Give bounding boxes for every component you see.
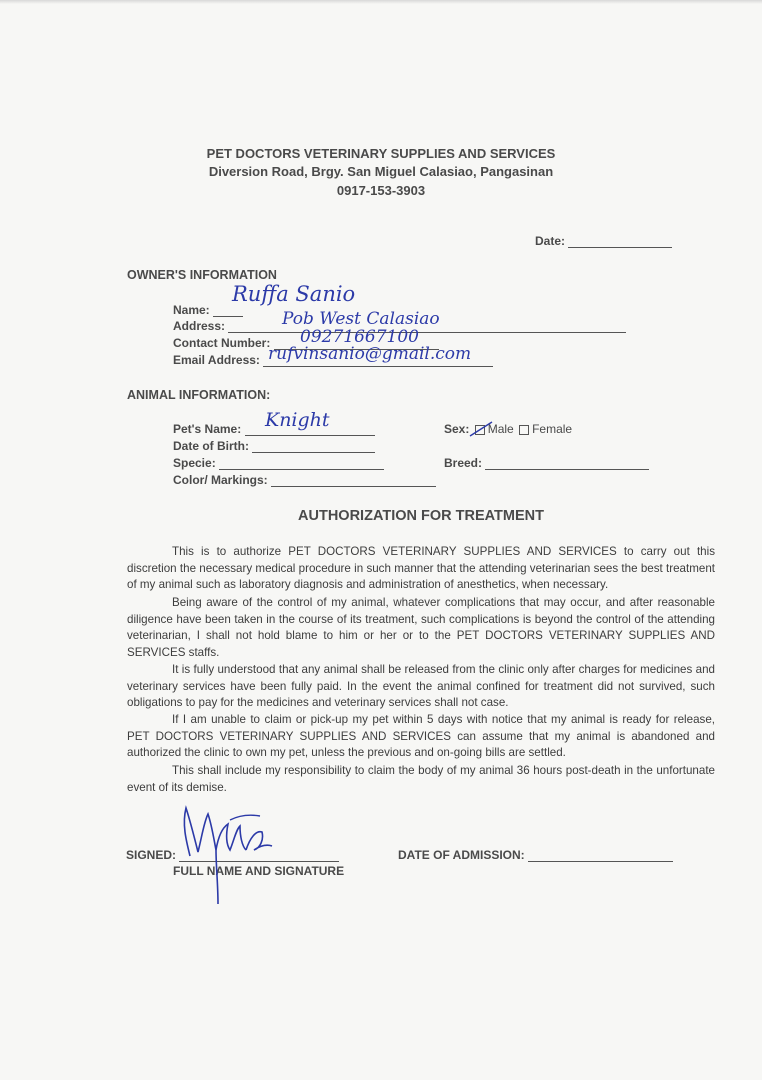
breed-field bbox=[444, 456, 649, 470]
owner-email-value: rufvinsanio@gmail.com bbox=[268, 344, 472, 364]
authorization-title: AUTHORIZATION FOR TREATMENT bbox=[298, 508, 544, 524]
animal-section-title: ANIMAL INFORMATION: bbox=[127, 388, 271, 402]
specie-field bbox=[173, 456, 384, 470]
female-option-label: Female bbox=[532, 422, 573, 436]
owner-name-label: Name: bbox=[173, 303, 210, 317]
color-markings-field bbox=[173, 473, 436, 487]
female-checkbox[interactable] bbox=[519, 425, 529, 435]
date-of-admission-label: DATE OF ADMISSION: bbox=[398, 848, 525, 862]
sex-field bbox=[444, 422, 572, 436]
authorization-paragraph-4: If I am unable to claim or pick-up my pet within 5 days with notice that my animal is ready for release, PET DOCTORS VETERINARY SUPPLIES AND SERVICES can assume that my animal is abandoned and authorized the clinic to own my pet, unless the previous and on-going bills are settled. bbox=[127, 713, 715, 760]
date-of-admission-line bbox=[528, 849, 673, 862]
signed-label: SIGNED: bbox=[126, 848, 177, 862]
authorization-paragraph-2: Being aware of the control of my animal, whatever complications that may occur, and after reasonable diligence have been taken in the course of its treatment, such complications is beyond the control of the attending veterinarian, I shall not hold blame to him or her or to the PET DOCTORS VETERINARY SUPPLIES AND SERVICES staffs. bbox=[127, 596, 715, 660]
specie-label: Specie: bbox=[173, 456, 216, 470]
dob-label: Date of Birth: bbox=[173, 439, 249, 453]
color-markings-line bbox=[271, 474, 436, 487]
authorization-paragraph-3: It is fully understood that any animal shall be released from the clinic only after charges for medicines and veterinary services have been fully paid. In the event the animal confined for treatment did not survived, such obligations to pay for the medicines and veterinary services shall not case. bbox=[127, 663, 715, 710]
male-option-label: Male bbox=[487, 422, 514, 436]
owner-contact-value: 09271667100 bbox=[300, 327, 419, 347]
owner-contact-label: Contact Number: bbox=[173, 336, 271, 350]
handwritten-signature bbox=[168, 800, 288, 912]
sex-label: Sex: bbox=[444, 422, 470, 436]
owner-section-title: OWNER'S INFORMATION bbox=[127, 268, 277, 282]
business-name: PET DOCTORS VETERINARY SUPPLIES AND SERVICES bbox=[206, 146, 556, 161]
specie-line bbox=[219, 457, 384, 470]
breed-label: Breed: bbox=[444, 456, 483, 470]
color-markings-label: Color/ Markings: bbox=[173, 473, 268, 487]
breed-line bbox=[485, 457, 649, 470]
pet-name-label: Pet's Name: bbox=[173, 422, 242, 436]
authorization-paragraph-5: This shall include my responsibility to claim the body of my animal 36 hours post-death in the unfortunate event of its demise. bbox=[127, 764, 715, 794]
pet-name-value: Knight bbox=[265, 409, 330, 431]
owner-name-value: Ruffa Sanio bbox=[232, 282, 356, 306]
date-line bbox=[568, 235, 672, 248]
business-phone: 0917-153-3903 bbox=[336, 183, 426, 198]
owner-address-label: Address: bbox=[173, 319, 226, 333]
date-of-admission-field bbox=[398, 848, 673, 862]
date-field bbox=[535, 234, 672, 248]
scan-edge bbox=[0, 0, 762, 4]
authorization-paragraph-1: This is to authorize PET DOCTORS VETERINARY SUPPLIES AND SERVICES to carry out this discretion the necessary medical procedure in such manner that the attending veterinarian sees the best treatment of my animal such as laboratory diagnosis and administration of anesthetics, when necessary. bbox=[127, 545, 715, 592]
dob-field bbox=[173, 439, 375, 453]
owner-email-label: Email Address: bbox=[173, 353, 260, 367]
date-label: Date: bbox=[535, 234, 566, 248]
dob-line bbox=[252, 440, 375, 453]
full-name-signature-label: FULL NAME AND SIGNATURE bbox=[173, 864, 345, 878]
business-address: Diversion Road, Brgy. San Miguel Calasiao, Pangasinan bbox=[208, 164, 554, 179]
male-check-mark-icon bbox=[468, 420, 494, 440]
owner-address-value: Pob West Calasiao bbox=[282, 309, 440, 329]
